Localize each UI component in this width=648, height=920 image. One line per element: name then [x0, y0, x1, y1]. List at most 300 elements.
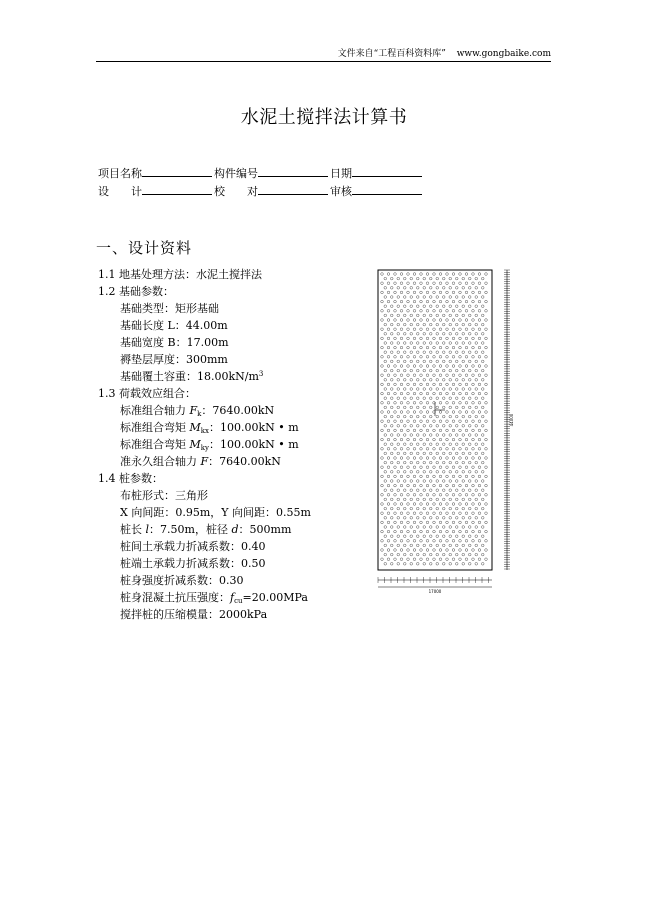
- pile-circle: [481, 526, 484, 529]
- pile-circle: [442, 553, 445, 556]
- header-source: 文件来自“工程百科资料库”: [337, 49, 446, 59]
- subsection-1-3: 1.3 荷载效应组合：: [98, 387, 196, 400]
- pile-circle: [381, 512, 384, 515]
- pile-circle: [384, 333, 387, 336]
- pile-circle: [397, 526, 400, 529]
- pile-circle: [485, 448, 488, 451]
- pile-circle: [449, 563, 452, 566]
- pile-circle: [465, 448, 468, 451]
- pile-circle: [423, 498, 426, 501]
- pile-circle: [439, 291, 442, 294]
- pile-circle: [413, 365, 416, 368]
- pile-circle: [436, 314, 439, 317]
- pile-circle: [449, 507, 452, 510]
- pile-circle: [381, 484, 384, 487]
- pile-circle: [462, 489, 465, 492]
- pile-circle: [475, 305, 478, 308]
- pile-circle: [400, 512, 403, 515]
- pile-circle: [426, 402, 429, 405]
- pile-circle: [452, 411, 455, 414]
- pile-circle: [472, 291, 475, 294]
- pile-circle: [400, 346, 403, 349]
- pile-circle: [403, 480, 406, 483]
- pile-circle: [429, 406, 432, 409]
- pile-circle: [475, 526, 478, 529]
- pile-circle: [462, 397, 465, 400]
- soil-unit-weight: 基础覆土容重：$18.00kN/m^3$: [120, 370, 264, 383]
- pile-circle: [433, 512, 436, 515]
- pile-circle: [478, 291, 481, 294]
- pile-circle: [455, 296, 458, 299]
- pile-circle: [475, 296, 478, 299]
- pile-circle: [413, 448, 416, 451]
- pile-circle: [397, 544, 400, 547]
- pile-circle: [452, 503, 455, 506]
- pile-circle: [472, 310, 475, 313]
- pile-circle: [429, 489, 432, 492]
- pile-circle: [452, 466, 455, 469]
- pile-circle: [452, 521, 455, 524]
- pile-circle: [439, 530, 442, 533]
- pile-circle: [459, 365, 462, 368]
- pile-circle: [459, 503, 462, 506]
- pile-circle: [462, 277, 465, 280]
- pile-circle: [381, 282, 384, 285]
- project-info-row-2: [98, 183, 424, 201]
- pile-circle: [481, 480, 484, 483]
- pile-circle: [410, 544, 413, 547]
- pile-circle: [439, 273, 442, 276]
- pile-circle: [485, 411, 488, 414]
- pile-circle: [446, 328, 449, 331]
- pile-circle: [459, 291, 462, 294]
- pile-circle: [485, 337, 488, 340]
- pile-circle: [436, 461, 439, 464]
- pile-circle: [472, 429, 475, 432]
- pile-circle: [462, 415, 465, 418]
- pile-circle: [403, 305, 406, 308]
- pile-circle: [433, 310, 436, 313]
- pile-circle: [439, 310, 442, 313]
- pile-circle: [446, 540, 449, 543]
- pile-circle: [468, 305, 471, 308]
- pile-circle: [462, 517, 465, 520]
- pile-circle: [439, 540, 442, 543]
- pile-circle: [410, 342, 413, 345]
- pile-circle: [407, 402, 410, 405]
- pile-circle: [426, 365, 429, 368]
- pile-circle: [485, 402, 488, 405]
- pile-circle: [426, 300, 429, 303]
- pile-circle: [459, 530, 462, 533]
- pile-circle: [485, 429, 488, 432]
- pile-circle: [410, 517, 413, 520]
- pile-circle: [478, 530, 481, 533]
- pile-circle: [459, 411, 462, 414]
- inter-pile-soil-reduction: 桩间土承载力折减系数：0.40: [120, 540, 266, 553]
- pile-circle: [465, 411, 468, 414]
- pile-circle: [416, 342, 419, 345]
- pile-circle: [429, 507, 432, 510]
- pile-circle: [475, 498, 478, 501]
- pile-circle: [429, 369, 432, 372]
- pile-circle: [426, 356, 429, 359]
- pile-circle: [384, 553, 387, 556]
- pile-circle: [394, 494, 397, 497]
- pile-circle: [381, 328, 384, 331]
- pile-circle: [390, 471, 393, 474]
- pile-circle: [433, 273, 436, 276]
- pile-circle: [485, 383, 488, 386]
- pile-circle: [390, 397, 393, 400]
- pile-circle: [465, 512, 468, 515]
- pile-circle: [481, 517, 484, 520]
- pile-circle: [423, 544, 426, 547]
- pile-circle: [384, 406, 387, 409]
- pile-circle: [442, 480, 445, 483]
- pile-circle: [439, 512, 442, 515]
- pile-circle: [472, 374, 475, 377]
- pile-circle: [462, 553, 465, 556]
- pile-circle: [394, 484, 397, 487]
- pile-circle: [433, 540, 436, 543]
- pile-circle: [410, 406, 413, 409]
- pile-circle: [433, 346, 436, 349]
- pile-circle: [394, 310, 397, 313]
- pile-circle: [384, 563, 387, 566]
- pile-circle: [436, 434, 439, 437]
- pile-circle: [459, 319, 462, 322]
- pile-circle: [403, 517, 406, 520]
- pile-circle: [387, 540, 390, 543]
- pile-circle: [390, 480, 393, 483]
- pile-circle: [436, 287, 439, 290]
- pile-circle: [397, 563, 400, 566]
- pile-circle: [485, 291, 488, 294]
- pile-circle: [400, 503, 403, 506]
- pile-circle: [485, 273, 488, 276]
- pile-circle: [403, 351, 406, 354]
- pile-circle: [455, 489, 458, 492]
- pile-circle: [387, 549, 390, 552]
- pile-circle: [407, 319, 410, 322]
- pile-circle: [403, 471, 406, 474]
- pile-circle: [475, 333, 478, 336]
- pile-circle: [407, 530, 410, 533]
- project-name-field[interactable]: [142, 165, 212, 177]
- pile-circle: [423, 333, 426, 336]
- pile-circle: [429, 277, 432, 280]
- pile-circle: [400, 356, 403, 359]
- pile-circle: [400, 392, 403, 395]
- pile-circle: [420, 558, 423, 561]
- pile-circle: [384, 287, 387, 290]
- pile-circle: [472, 337, 475, 340]
- pile-circle: [397, 397, 400, 400]
- pile-circle: [429, 296, 432, 299]
- pile-circle: [390, 535, 393, 538]
- pile-circle: [423, 434, 426, 437]
- pile-circle: [478, 282, 481, 285]
- pile-circle: [420, 402, 423, 405]
- pile-circle: [429, 443, 432, 446]
- pile-circle: [455, 305, 458, 308]
- pile-circle: [397, 517, 400, 520]
- pile-circle: [475, 388, 478, 391]
- pile-circle: [485, 438, 488, 441]
- pile-circle: [485, 374, 488, 377]
- reviewer-field[interactable]: [352, 183, 422, 195]
- pile-circle: [433, 530, 436, 533]
- pile-circle: [455, 452, 458, 455]
- pile-circle: [442, 305, 445, 308]
- pile-circle: [410, 415, 413, 418]
- pile-circle: [384, 379, 387, 382]
- pile-circle: [397, 305, 400, 308]
- pile-circle: [426, 466, 429, 469]
- pile-circle: [384, 489, 387, 492]
- pile-circle: [455, 342, 458, 345]
- pile-circle: [442, 296, 445, 299]
- pile-circle: [481, 425, 484, 428]
- pile-circle: [475, 471, 478, 474]
- pile-circle: [429, 434, 432, 437]
- pile-circle: [407, 540, 410, 543]
- pile-circle: [433, 475, 436, 478]
- pile-circle: [400, 282, 403, 285]
- pile-circle: [436, 563, 439, 566]
- pile-circle: [442, 471, 445, 474]
- pile-circle: [475, 323, 478, 326]
- pile-circle: [475, 507, 478, 510]
- pile-circle: [481, 360, 484, 363]
- pile-circle: [420, 549, 423, 552]
- pile-circle: [384, 314, 387, 317]
- pile-circle: [403, 535, 406, 538]
- pile-circle: [462, 323, 465, 326]
- pile-circle: [481, 379, 484, 382]
- pile-circle: [400, 337, 403, 340]
- pile-circle: [468, 351, 471, 354]
- pile-circle: [390, 443, 393, 446]
- pile-circle: [390, 498, 393, 501]
- pile-circle: [400, 310, 403, 313]
- pile-circle: [397, 443, 400, 446]
- pile-circle: [455, 369, 458, 372]
- pile-circle: [423, 480, 426, 483]
- component-number-field[interactable]: [258, 165, 328, 177]
- pile-circle: [442, 461, 445, 464]
- pile-circle: [433, 429, 436, 432]
- pile-circle: [452, 300, 455, 303]
- pile-circle: [439, 319, 442, 322]
- pile-circle: [449, 425, 452, 428]
- pile-circle: [416, 415, 419, 418]
- pile-circle: [429, 425, 432, 428]
- pile-circle: [429, 498, 432, 501]
- pile-circle: [390, 526, 393, 529]
- pile-circle: [446, 282, 449, 285]
- pile-circle: [413, 466, 416, 469]
- pile-circle: [420, 319, 423, 322]
- pile-circle: [384, 360, 387, 363]
- pile-circle: [381, 521, 384, 524]
- checker-label: 校 对: [214, 185, 258, 198]
- checker-field[interactable]: [258, 183, 328, 195]
- pile-circle: [394, 438, 397, 441]
- pile-circle: [423, 526, 426, 529]
- pile-circle: [452, 457, 455, 460]
- pile-circle: [433, 457, 436, 460]
- pile-circle: [472, 365, 475, 368]
- pile-circle: [390, 489, 393, 492]
- pile-circle: [436, 296, 439, 299]
- pile-circle: [390, 277, 393, 280]
- pile-circle: [416, 471, 419, 474]
- pile-circle: [387, 365, 390, 368]
- pile-circle: [436, 333, 439, 336]
- pile-circle: [387, 383, 390, 386]
- pile-circle: [429, 471, 432, 474]
- pile-circle: [420, 475, 423, 478]
- pile-circle: [449, 323, 452, 326]
- pile-circle: [468, 507, 471, 510]
- pile-circle: [413, 457, 416, 460]
- pile-circle: [394, 300, 397, 303]
- pile-circle: [387, 273, 390, 276]
- pile-circle: [387, 530, 390, 533]
- pile-circle: [394, 558, 397, 561]
- pile-circle: [455, 425, 458, 428]
- pile-circle: [407, 365, 410, 368]
- pile-circle: [413, 356, 416, 359]
- pile-circle: [442, 388, 445, 391]
- pile-circle: [478, 558, 481, 561]
- pile-circle: [472, 448, 475, 451]
- pile-circle: [465, 530, 468, 533]
- pile-circle: [381, 310, 384, 313]
- pile-circle: [407, 337, 410, 340]
- pile-circle: [459, 392, 462, 395]
- pile-circle: [410, 498, 413, 501]
- pile-circle: [410, 369, 413, 372]
- pile-circle: [439, 457, 442, 460]
- pile-circle: [442, 406, 445, 409]
- pile-circle: [481, 415, 484, 418]
- pile-circle: [462, 351, 465, 354]
- pile-circle: [381, 356, 384, 359]
- pile-circle: [442, 498, 445, 501]
- pile-circle: [472, 503, 475, 506]
- pile-circle: [478, 346, 481, 349]
- pile-circle: [449, 498, 452, 501]
- pile-circle: [384, 517, 387, 520]
- pile-circle: [407, 291, 410, 294]
- pile-circle: [390, 452, 393, 455]
- pile-circle: [475, 434, 478, 437]
- pile-circle: [462, 480, 465, 483]
- pile-circle: [387, 457, 390, 460]
- pile-circle: [475, 369, 478, 372]
- pile-circle: [485, 392, 488, 395]
- pile-circle: [475, 563, 478, 566]
- pile-circle: [446, 402, 449, 405]
- pile-circle: [407, 549, 410, 552]
- pile-circle: [439, 420, 442, 423]
- date-field[interactable]: [352, 165, 422, 177]
- pile-circle: [420, 282, 423, 285]
- pile-circle: [410, 287, 413, 290]
- pile-circle: [449, 415, 452, 418]
- pile-circle: [459, 558, 462, 561]
- designer-field[interactable]: [142, 183, 212, 195]
- pile-circle: [485, 512, 488, 515]
- pile-circle: [413, 558, 416, 561]
- pile-circle: [394, 273, 397, 276]
- pile-circle: [413, 282, 416, 285]
- pile-circle: [478, 328, 481, 331]
- pile-circle: [465, 328, 468, 331]
- pile-circle: [481, 563, 484, 566]
- pile-circle: [459, 356, 462, 359]
- pile-circle: [407, 383, 410, 386]
- pile-circle: [478, 420, 481, 423]
- pile-circle: [384, 443, 387, 446]
- pile-circle: [446, 466, 449, 469]
- foundation-length: 基础长度 L：44.00m: [120, 319, 228, 332]
- pile-circle: [423, 443, 426, 446]
- pile-circle: [481, 296, 484, 299]
- pile-circle: [403, 563, 406, 566]
- pile-circle: [436, 379, 439, 382]
- pile-circle: [420, 484, 423, 487]
- pile-circle: [387, 420, 390, 423]
- pile-circle: [455, 434, 458, 437]
- pile-circle: [462, 333, 465, 336]
- pile-circle: [478, 392, 481, 395]
- pile-circle: [478, 521, 481, 524]
- pile-circle: [481, 333, 484, 336]
- pile-circle: [472, 457, 475, 460]
- pile-circle: [462, 314, 465, 317]
- pile-circle: [416, 544, 419, 547]
- pile-circle: [420, 411, 423, 414]
- pile-circle: [446, 494, 449, 497]
- project-info-row-1: [98, 165, 424, 183]
- pile-circle: [475, 415, 478, 418]
- pile-circle: [410, 388, 413, 391]
- pile-circle: [410, 535, 413, 538]
- pile-circle: [465, 503, 468, 506]
- pile-circle: [468, 287, 471, 290]
- pile-circle: [407, 273, 410, 276]
- pile-circle: [413, 402, 416, 405]
- pile-circle: [478, 402, 481, 405]
- pile-circle: [436, 351, 439, 354]
- pile-circle: [390, 563, 393, 566]
- pile-circle: [429, 526, 432, 529]
- pile-circle: [426, 420, 429, 423]
- pile-circle: [459, 346, 462, 349]
- pile-circle: [387, 512, 390, 515]
- pile-circle: [465, 310, 468, 313]
- pile-circle: [433, 420, 436, 423]
- pile-circle: [416, 480, 419, 483]
- pile-circle: [413, 392, 416, 395]
- pile-circle: [413, 521, 416, 524]
- pile-circle: [436, 342, 439, 345]
- pile-circle: [423, 507, 426, 510]
